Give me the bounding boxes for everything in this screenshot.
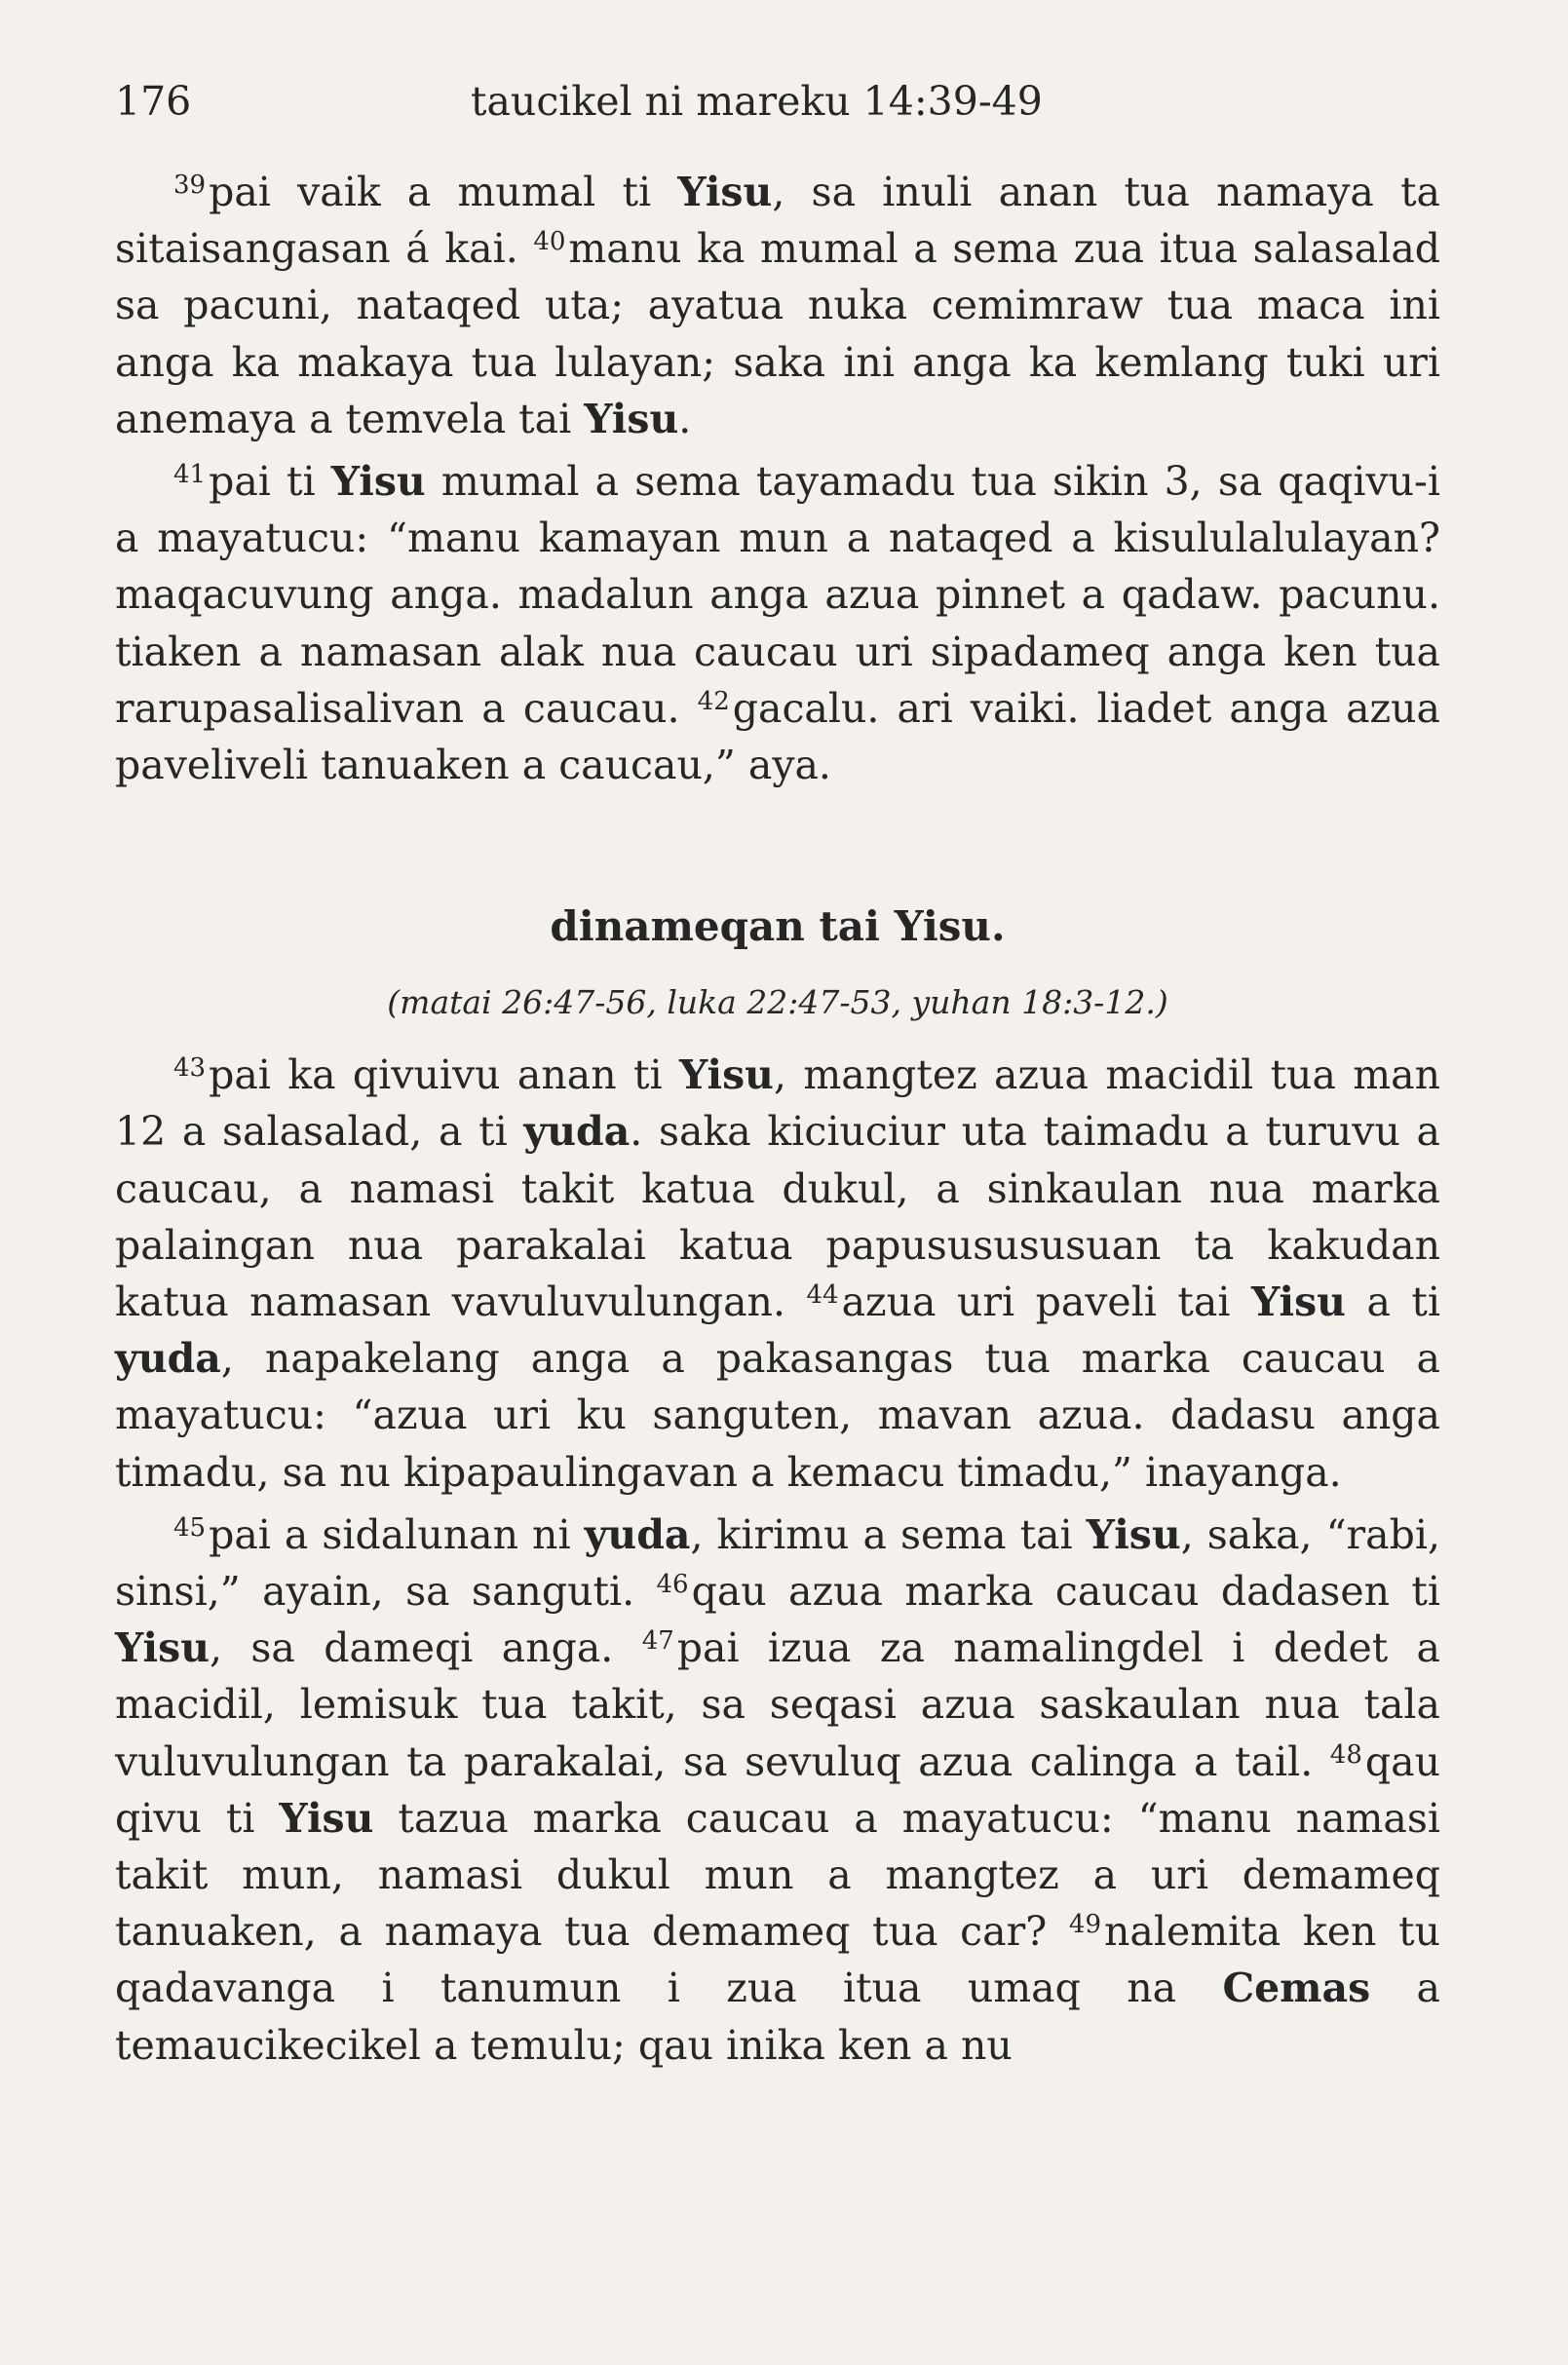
verse-text: azua uri paveli tai <box>841 1278 1251 1326</box>
verse-text: qau azua marka caucau dadasen ti <box>691 1568 1440 1616</box>
verse-text: pai vaik a mumal ti <box>209 169 678 215</box>
verse-text: tazua marka caucau a mayatucu: “manu namasi takit mun, namasi dukul mun a mangtez a uri demameq tanuaken, a namaya tua demameq tua car? <box>115 1794 1440 1956</box>
verse-number: 44 <box>806 1280 839 1311</box>
verse-number: 39 <box>173 171 207 200</box>
verse-number: 40 <box>533 227 566 257</box>
verse-text: , mangtez azua macidil tua man 12 a salasalad, a ti <box>115 1051 1440 1156</box>
verse-number: 42 <box>697 686 730 716</box>
verse-text: a ti <box>1345 1278 1440 1326</box>
verse-text: a temaucikecikel a temulu; qau inika ken a nu <box>115 1964 1441 2069</box>
verse-text-bold: Yisu <box>1250 1278 1346 1326</box>
cross-reference: (matai 26:47-56, luka 22:47-53, yuhan 18:3-12.) <box>387 983 1168 1022</box>
verse-text-bold: Yisu <box>677 169 773 215</box>
verse-number: 43 <box>173 1053 207 1084</box>
verse-text-bold: yuda <box>115 1335 221 1383</box>
paragraph <box>115 453 1440 793</box>
verse-number: 47 <box>641 1626 674 1657</box>
verse-text-bold: Yisu <box>678 1051 774 1099</box>
verse-text: . <box>678 395 692 442</box>
verse-text-bold: yuda <box>523 1108 631 1156</box>
verse-text-bold: Yisu <box>330 458 426 506</box>
verse-text: pai ka qivuivu anan ti <box>209 1051 679 1099</box>
verse-text: , kirimu a sema tai <box>690 1510 1087 1558</box>
verse-text: pai a sidalunan ni <box>209 1510 585 1558</box>
verse-text: , napakelang anga a pakasangas tua marka caucau a mayatucu: “azua uri ku sanguten, mavan azua. dadasu anga timadu, sa nu kipapaulingavan a kemacu timadu,” inayanga. <box>115 1335 1440 1496</box>
verse-text-bold: Cemas <box>1222 1964 1371 2012</box>
verse-text: pai izua za namalingdel i dedet a macidil, lemisuk tua takit, sa seqasi azua saskaulan nua tala vuluvulungan ta parakalai, sa sevuluq azua calinga a tail. <box>115 1624 1440 1785</box>
verse-text-bold: Yisu <box>584 395 679 442</box>
paragraph <box>115 164 1440 447</box>
verse-text-bold: yuda <box>584 1510 691 1558</box>
section-heading: dinameqan tai Yisu. <box>550 902 1006 951</box>
paragraph <box>115 1047 1440 1501</box>
verse-text: , sa inuli anan tua namaya ta sitaisangasan á kai. <box>115 169 1440 273</box>
verse-text: . saka kiciuciur uta taimadu a turuvu a caucau, a namasi takit katua dukul, a sinkaulan nua marka palaingan nua parakalai katua papususususuan ta kakudan katua namasan vavuluvulungan. <box>115 1108 1440 1326</box>
verse-text: , saka, “rabi, sinsi,” ayain, sa sanguti. <box>115 1510 1440 1616</box>
verse-text-bold: Yisu <box>279 1794 374 1842</box>
paragraph <box>115 1507 1440 2074</box>
running-title: taucikel ni mareku 14:39-49 <box>471 78 1043 125</box>
verse-number: 49 <box>1068 1910 1101 1940</box>
verse-number: 46 <box>656 1570 689 1600</box>
verse-text: manu ka mumal a sema zua itua salasalad sa pacuni, nataqed uta; ayatua nuka cemimraw tua maca ini anga ka makaya tua lulayan; saka ini anga ka kemlang tuki uri anemaya a temvela tai <box>115 225 1441 442</box>
page-number: 176 <box>115 78 192 125</box>
verse-text-bold: Yisu <box>1086 1510 1181 1558</box>
verse-text-bold: Yisu <box>115 1624 210 1672</box>
verse-text: pai ti <box>209 458 331 506</box>
verse-text: qau qivu ti <box>115 1737 1440 1842</box>
running-head <box>115 78 1453 136</box>
scripture-text <box>115 164 1440 2074</box>
verse-number: 41 <box>173 460 207 490</box>
verse-text: mumal a sema tayamadu tua sikin 3, sa qaqivu-i a mayatucu: “manu kamayan mun a nataqed a kisululalulayan? maqacuvung anga. madalun anga azua pinnet a qadaw. pacunu. tiaken a namasan alak nua caucau uri sipadameq anga ken tua rarupasalisalivan a caucau. <box>115 458 1440 732</box>
verse-text: , sa dameqi anga. <box>210 1624 642 1672</box>
verse-number: 48 <box>1329 1739 1362 1770</box>
verse-text: nalemita ken tu qadavanga i tanumun i zua itua umaq na <box>115 1908 1440 2012</box>
verse-text: gacalu. ari vaiki. liadet anga azua paveliveli tanuaken a caucau,” aya. <box>115 684 1440 789</box>
verse-number: 45 <box>173 1512 207 1543</box>
